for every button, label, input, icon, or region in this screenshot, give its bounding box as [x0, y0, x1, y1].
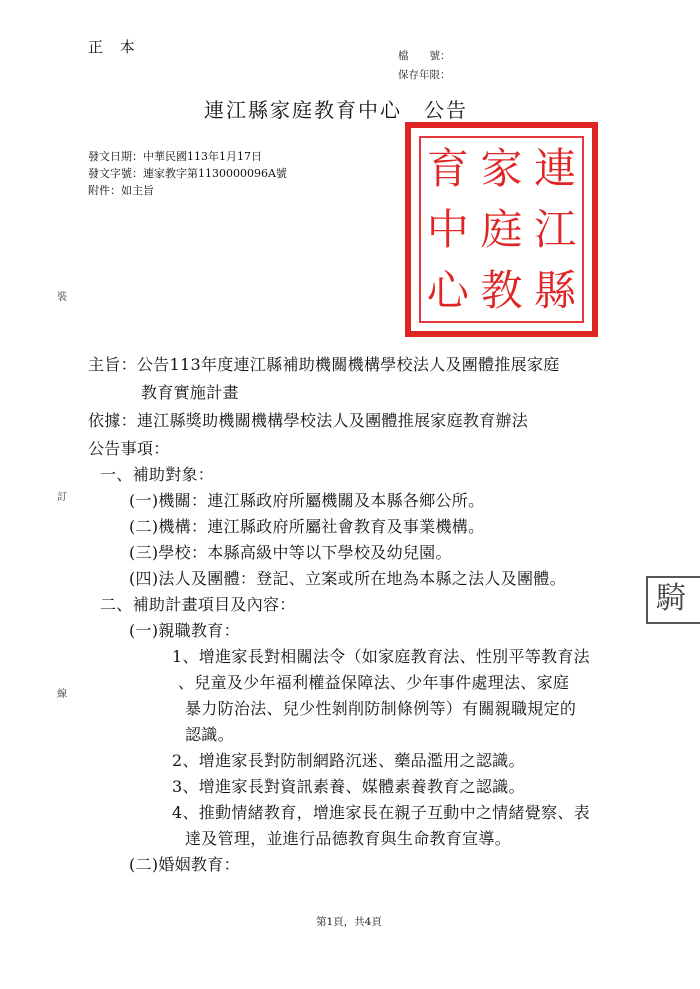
seal-column — [480, 138, 522, 321]
list-item: 1、增進家長對相關法令（如家庭教育法、性別平等教育法 — [172, 647, 590, 666]
section-heading: 一、補助對象： — [100, 465, 215, 484]
list-item: (四)法人及團體：登記、立案或所在地為本縣之法人及團體。 — [129, 569, 566, 588]
document-title — [204, 94, 468, 123]
copy-mark: 正 本 — [88, 38, 141, 56]
official-seal — [405, 122, 598, 337]
perforation-seal — [646, 576, 700, 624]
subsection-heading: (一)親職教育： — [129, 621, 240, 640]
agency-name: 連江縣家庭教育中心 — [204, 98, 402, 122]
list-item: (三)學校：本縣高級中等以下學校及幼兒園。 — [129, 543, 452, 562]
list-item: 4、推動情緒教育，增進家長在親子互動中之情緒覺察、表 — [172, 803, 590, 822]
page-indicator: 第1頁，共4頁 — [316, 916, 382, 928]
subsection-heading: (二)婚姻教育： — [129, 855, 240, 874]
seal-glyph: 連 — [534, 143, 577, 193]
file-number-label: 檔 號： — [398, 50, 451, 62]
seal-glyph: 育 — [426, 143, 469, 193]
seal-glyph: 中 — [426, 204, 469, 254]
seal-glyph: 庭 — [480, 204, 523, 254]
doc-type: 公告 — [424, 98, 468, 122]
seal-glyph: 教 — [480, 265, 523, 315]
list-item: 2、增進家長對防制網路沉迷、藥品濫用之認識。 — [172, 751, 525, 770]
issue-date: 發文日期：中華民國113年1月17日 — [88, 150, 262, 163]
seal-column — [534, 138, 576, 321]
list-item: 3、增進家長對資訊素養、媒體素養教育之認識。 — [172, 777, 525, 796]
retention-label: 保存年限： — [398, 69, 451, 81]
seal-glyph: 心 — [426, 265, 469, 315]
seal-glyph: 縣 — [534, 265, 577, 315]
binding-mark-zhuang: 裝 — [57, 292, 67, 303]
basis-line: 依據：連江縣獎助機關機構學校法人及團體推展家庭教育辦法 — [88, 411, 529, 430]
seal-glyph: 江 — [534, 204, 577, 254]
seal-column — [427, 138, 469, 321]
list-item: (一)機關：連江縣政府所屬機關及本縣各鄉公所。 — [129, 491, 485, 510]
seal-inner-frame — [419, 136, 584, 323]
subject-line: 主旨：公告113年度連江縣補助機關機構學校法人及團體推展家庭 — [88, 355, 560, 374]
binding-mark-ding: 訂 — [57, 492, 67, 503]
list-item-cont: 暴力防治法、兒少性剝削防制條例等）有關親職規定的 — [185, 699, 577, 718]
section-heading: 二、補助計畫項目及內容： — [100, 595, 296, 614]
list-item: (二)機構：連江縣政府所屬社會教育及事業機構。 — [129, 517, 485, 536]
subject-line-cont: 教育實施計畫 — [141, 383, 239, 402]
binding-mark-xian: 線 — [57, 689, 67, 700]
perforation-seal-glyph: 騎 — [656, 581, 686, 616]
attachment-line: 附件：如主旨 — [88, 184, 154, 197]
seal-glyph: 家 — [480, 143, 523, 193]
list-item-cont: 認識。 — [185, 725, 234, 744]
announcement-heading: 公告事項： — [88, 439, 170, 458]
list-item-cont: 、兒童及少年福利權益保障法、少年事件處理法、家庭 — [178, 673, 570, 692]
list-item-cont: 達及管理，並進行品德教育與生命教育宣導。 — [185, 829, 512, 848]
issue-number: 發文字號：連家教字第1130000096A號 — [88, 167, 287, 180]
